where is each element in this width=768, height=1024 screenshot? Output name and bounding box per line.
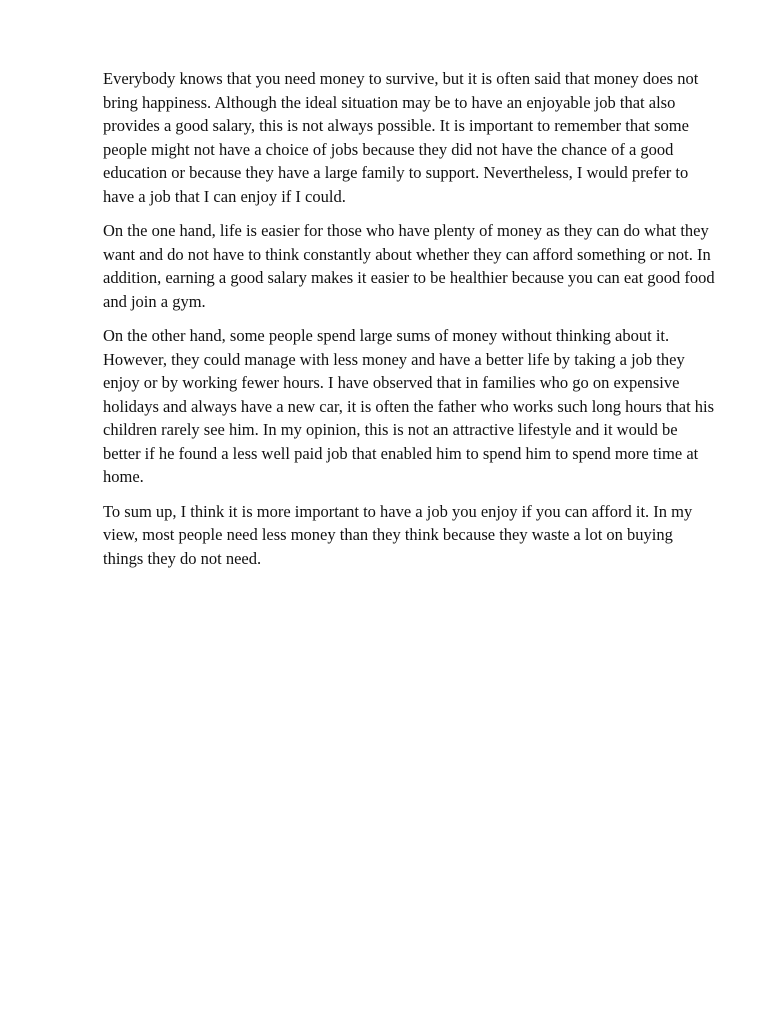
paragraph-introduction: Everybody knows that you need money to survive, but it is often said that money does not bring happiness. Although the ideal situation may be to have an enjoyable job that also provides a good salary, this is not always possible. It is important to remember that some people might not have a choice of jobs because they did not have the chance of a good education or because they have a large family to support. Nevertheless, I would prefer to have a job that I can enjoy if I could. — [103, 69, 699, 206]
paragraph-one-hand: On the one hand, life is easier for those who have plenty of money as they can do what they want and do not have to think constantly about whether they can afford something or not. In addition, earning a good salary makes it easier to be healthier because you can eat good food and join a gym. — [103, 221, 715, 311]
paragraph-other-hand: On the other hand, some people spend large sums of money without thinking about it. However, they could manage with less money and have a better life by taking a job they enjoy or by working fewer hours. I have observed that in families who go on expensive holidays and always have a new car, it is often the father who works such long hours that his children rarely see him. In my opinion, this is not an attractive lifestyle and it would be better if he found a less well paid job that enabled him to spend him to spend more time at home. — [103, 326, 715, 486]
document-body — [103, 67, 715, 581]
paragraph-conclusion: To sum up, I think it is more important to have a job you enjoy if you can afford it. In my view, most people need less money than they think because they waste a lot on buying things they do not need. — [103, 501, 693, 568]
